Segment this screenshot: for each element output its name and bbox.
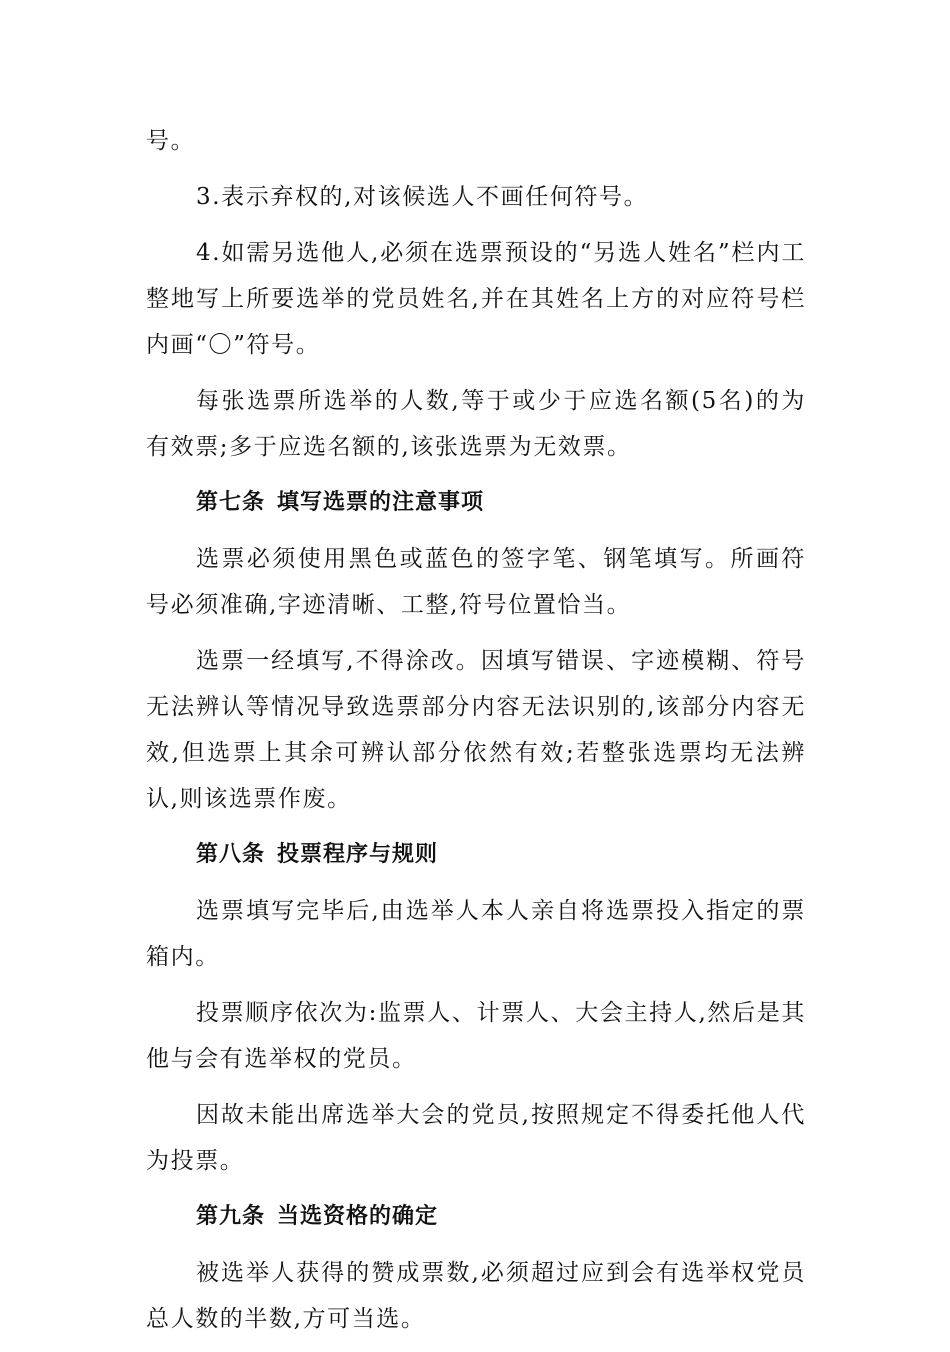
document-body (146, 118, 806, 1352)
paragraph-continuation: 号。 (146, 128, 196, 154)
article-7-title: 填写选票的注意事项 (277, 490, 485, 515)
paragraph-voting-order: 投票顺序依次为:监票人、计票人、大会主持人,然后是其他与会有选举权的党员。 (146, 1000, 806, 1072)
article-9-number: 第九条 (196, 1204, 266, 1229)
paragraph-no-alteration: 选票一经填写,不得涂改。因填写错误、字迹模糊、符号无法辨认等情况导致选票部分内容无法识别的,该部分内容无效,但选票上其余可辨认部分依然有效;若整张选票均无法辨认,则该选票作废。 (146, 648, 806, 812)
paragraph-cast-ballot: 选票填写完毕后,由选举人本人亲自将选票投入指定的票箱内。 (146, 898, 806, 970)
paragraph-item-4: 4.如需另选他人,必须在选票预设的“另选人姓名”栏内工整地写上所要选举的党员姓名,并在其姓名上方的对应符号栏内画“〇”符号。 (146, 240, 806, 358)
article-7-number: 第七条 (196, 490, 266, 515)
article-7-heading (146, 480, 806, 526)
article-8-heading (146, 832, 806, 878)
article-8-title: 投票程序与规则 (277, 842, 439, 867)
paragraph-item-3: 3.表示弃权的,对该候选人不画任何符号。 (196, 184, 649, 210)
article-8-number: 第八条 (196, 842, 266, 867)
article-9-title: 当选资格的确定 (277, 1204, 439, 1229)
article-9-heading (146, 1194, 806, 1240)
paragraph-valid-ballot: 每张选票所选举的人数,等于或少于应选名额(5名)的为有效票;多于应选名额的,该张选票为无效票。 (146, 388, 806, 460)
paragraph-no-proxy: 因故未能出席选举大会的党员,按照规定不得委托他人代为投票。 (146, 1102, 806, 1174)
paragraph-ink-requirement: 选票必须使用黑色或蓝色的签字笔、钢笔填写。所画符号必须准确,字迹清晰、工整,符号位置恰当。 (146, 546, 806, 618)
paragraph-election-threshold: 被选举人获得的赞成票数,必须超过应到会有选举权党员总人数的半数,方可当选。 (146, 1260, 806, 1332)
